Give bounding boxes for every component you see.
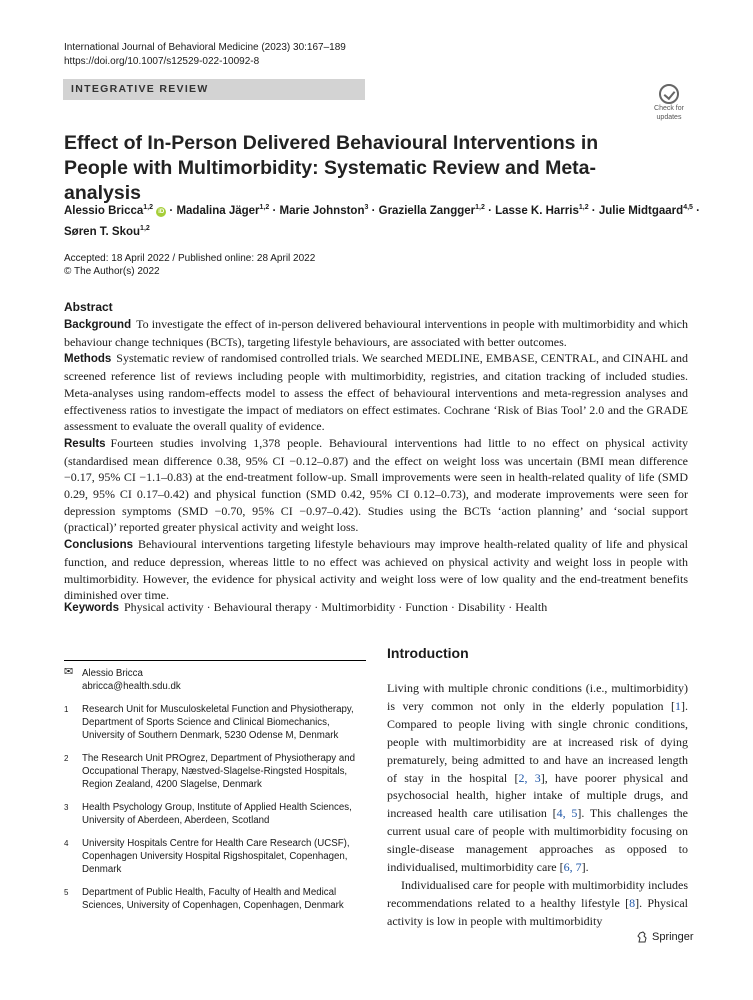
abstract bbox=[64, 300, 688, 604]
introduction-heading: Introduction bbox=[387, 645, 469, 661]
abstract-results bbox=[64, 435, 688, 536]
keywords-label: Keywords bbox=[64, 602, 119, 614]
affiliation-number: 1 bbox=[64, 705, 69, 714]
abstract-background bbox=[64, 316, 688, 350]
intro-paragraph bbox=[387, 877, 688, 931]
author-affiliation: 3 bbox=[364, 204, 369, 211]
affiliation-text: University Hospitals Centre for Health Care Research (UCSF), Copenhagen University Hospital Rigshospitalet, Copenhagen, Denmark bbox=[82, 838, 350, 875]
affiliation-item bbox=[64, 801, 364, 827]
methods-text: Systematic review of randomised controlled trials. We searched MEDLINE, EMBASE, CENTRAL, and CINAHL and screened reference list of reviews including people with multimorbidity, registries, and citation tracking of included studies. Meta-analyses using random-effects model to assess the effect of behavioural interventions and meta-regression analyses and effectiveness ratios to investigate the impact of mediators on effect estimates. Cochrane ‘Risk of Bias Tool’ 2.0 and the GRADE assessment to evaluate the overall quality of evidence. bbox=[64, 351, 688, 434]
abstract-conclusions bbox=[64, 536, 688, 604]
author-name[interactable]: Graziella Zangger bbox=[378, 204, 476, 217]
intro-text: ]. Physical activity is low in people with multimorbidity bbox=[387, 895, 688, 928]
intro-text: ]. bbox=[581, 860, 589, 875]
affiliation-item bbox=[64, 703, 364, 742]
contact-email[interactable]: abricca@health.sdu.dk bbox=[82, 681, 181, 692]
copyright-notice: © The Author(s) 2022 bbox=[64, 266, 160, 277]
orcid-icon[interactable]: iD bbox=[158, 208, 165, 215]
author-name[interactable]: Søren T. Skou bbox=[64, 225, 141, 238]
affiliation-text: The Research Unit PROgrez, Department of Physiotherapy and Occupational Therapy, Næstved-Slagelse-Ringsted Hospitals, Region Zealand, 4200 Slagelse, Denmark bbox=[82, 753, 355, 790]
methods-label: Methods bbox=[64, 353, 112, 366]
affiliation-text: Health Psychology Group, Institute of Applied Health Sciences, University of Aberdeen, Aberdeen, Scotland bbox=[82, 802, 352, 826]
conclusions-text: Behavioural interventions targeting lifestyle behaviours may improve health-related quality of life and physical function, and reduce depression, whereas little to no effect was achieved on physical activity and weight loss in people with multimorbidity. However, the evidence for physical activity and weight loss were of low quality and the end-treatment benefits diminished over time. bbox=[64, 537, 688, 603]
affiliation-number: 2 bbox=[64, 754, 69, 763]
affiliation-number: 5 bbox=[64, 888, 69, 897]
author-name[interactable]: Lasse K. Harris bbox=[495, 204, 579, 217]
affiliation-item bbox=[64, 752, 364, 791]
intro-text: ]. This challenges the current usual care of people with multimorbidity focusing on single-disease management approaches as opposed to individualised, multimorbidity care [ bbox=[387, 806, 688, 875]
affiliation-text: Research Unit for Musculoskeletal Function and Physiotherapy, Department of Sports Science and Clinical Biomechanics, University of Southern Denmark, 5230 Odense M, Denmark bbox=[82, 704, 354, 741]
check-for-updates-badge[interactable] bbox=[650, 84, 688, 122]
doi-link[interactable]: https://doi.org/10.1007/s12529-022-10092-8 bbox=[64, 56, 260, 67]
author-affiliation: 1,2 bbox=[259, 204, 270, 211]
article-title: Effect of In-Person Delivered Behavioural Interventions in People with Multimorbidity: Systematic Review and Meta-analysis bbox=[64, 132, 599, 204]
check-updates-label-2: updates bbox=[656, 113, 682, 121]
keywords bbox=[64, 600, 547, 615]
author-name[interactable]: Marie Johnston bbox=[279, 204, 365, 217]
publisher-logo bbox=[636, 931, 694, 943]
results-label: Results bbox=[64, 437, 106, 450]
author-name[interactable]: Alessio Bricca bbox=[64, 204, 144, 217]
citation-link[interactable]: 8 bbox=[629, 895, 636, 910]
citation-link[interactable]: 6, 7 bbox=[563, 860, 582, 875]
article-type-banner: INTEGRATIVE REVIEW bbox=[63, 79, 365, 100]
springer-horse-icon bbox=[636, 931, 648, 943]
author-affiliation: 1,2 bbox=[143, 204, 153, 211]
author-affiliation: 1,2 bbox=[475, 204, 485, 211]
author-affiliation: 1,2 bbox=[578, 204, 589, 211]
intro-text: ]. Compared to people living with single chronic conditions, people with multimorbidity are at increased risk of dying prematurely, being admitted to and have an increased length of stay in the hospital [ bbox=[387, 698, 688, 785]
citation-link[interactable]: 2, 3 bbox=[518, 770, 541, 785]
publisher-name: Springer bbox=[652, 931, 694, 943]
accepted-published-dates: Accepted: 18 April 2022 / Published online: 28 April 2022 bbox=[64, 253, 316, 264]
abstract-methods bbox=[64, 350, 688, 435]
affiliation-item bbox=[64, 886, 364, 912]
journal-header bbox=[64, 41, 346, 69]
conclusions-label: Conclusions bbox=[64, 539, 134, 552]
intro-text: Living with multiple chronic conditions (i.e., multimorbidity) is very common not only in the elderly population [ bbox=[387, 681, 688, 713]
intro-text: Individualised care for people with multimorbidity includes recommendations related to a healthy lifestyle [ bbox=[387, 877, 688, 910]
background-text: To investigate the effect of in-person delivered behavioural interventions in people with multimorbidity and which behaviour change techniques (BCTs), targeting lifestyle behaviours, are associated with better outcomes. bbox=[64, 317, 688, 349]
author-footnotes bbox=[64, 667, 364, 922]
background-label: Background bbox=[64, 319, 132, 331]
intro-paragraph bbox=[387, 680, 688, 877]
author-affiliation: 4,5 bbox=[683, 204, 693, 211]
keywords-text: Physical activity · Behavioural therapy · Multimorbidity · Function · Disability · Health bbox=[123, 600, 548, 614]
author-name[interactable]: Madalina Jäger bbox=[176, 204, 260, 217]
affiliation-text: Department of Public Health, Faculty of Health and Medical Sciences, University of Copenhagen, Copenhagen, Denmark bbox=[82, 887, 344, 911]
citation-link[interactable]: 4, 5 bbox=[556, 806, 578, 821]
affiliation-item bbox=[64, 837, 364, 876]
contact-name: Alessio Bricca bbox=[82, 668, 143, 679]
check-updates-label-1: Check for bbox=[654, 105, 684, 112]
publication-dates bbox=[64, 252, 315, 278]
abstract-heading: Abstract bbox=[64, 300, 113, 314]
affiliation-number: 4 bbox=[64, 839, 69, 848]
check-updates-icon bbox=[659, 84, 679, 104]
corresponding-author bbox=[64, 667, 364, 693]
footnote-divider bbox=[64, 660, 366, 661]
introduction-body bbox=[387, 680, 688, 931]
results-text: Fourteen studies involving 1,378 people. Behavioural interventions had little to no effect on physical activity (standardised mean difference 0.38, 95% CI −0.12–0.87) and the effect on weight loss was uncertain (BMI mean difference −0.17, 95% CI −1.1–0.83) at the end-treatment follow-up. Small improvements were seen in health-related quality of life (SMD 0.29, 95% CI 0.17–0.42) and physical function (SMD 0.42, 95% CI 0.12–0.73), and moderate improvements were seen for depression symptoms (SMD −0.70, 95% CI −0.97–0.42). Studies using the BCTs ‘action planning’ and ‘social support (practical)’ reported greater physical activity and weight loss. bbox=[64, 435, 688, 535]
envelope-icon: ✉ bbox=[64, 666, 74, 678]
author-name[interactable]: Julie Midtgaard bbox=[598, 204, 684, 217]
journal-citation: International Journal of Behavioral Medicine (2023) 30:167–189 bbox=[64, 42, 346, 53]
intro-text: ], have poorer physical and psychosocial health, higher intake of multiple drugs, and increased health care utilisation [ bbox=[387, 770, 688, 821]
affiliation-number: 3 bbox=[64, 803, 69, 812]
author-list: Alessio Bricca$^{1,2}$ iD · Madalina Jäger$^{1,2}$ · Marie Johnston$^3$ · Graziella Zangger$^{1,2}$ · Lasse K. Harris$^{1,2}$ · Julie Midtgaard$^{4,5}$ · Søren T. Skou$^{1,2}$ bbox=[64, 204, 700, 238]
author-affiliation: 1,2 bbox=[140, 224, 150, 232]
citation-link[interactable]: 1 bbox=[675, 698, 681, 713]
